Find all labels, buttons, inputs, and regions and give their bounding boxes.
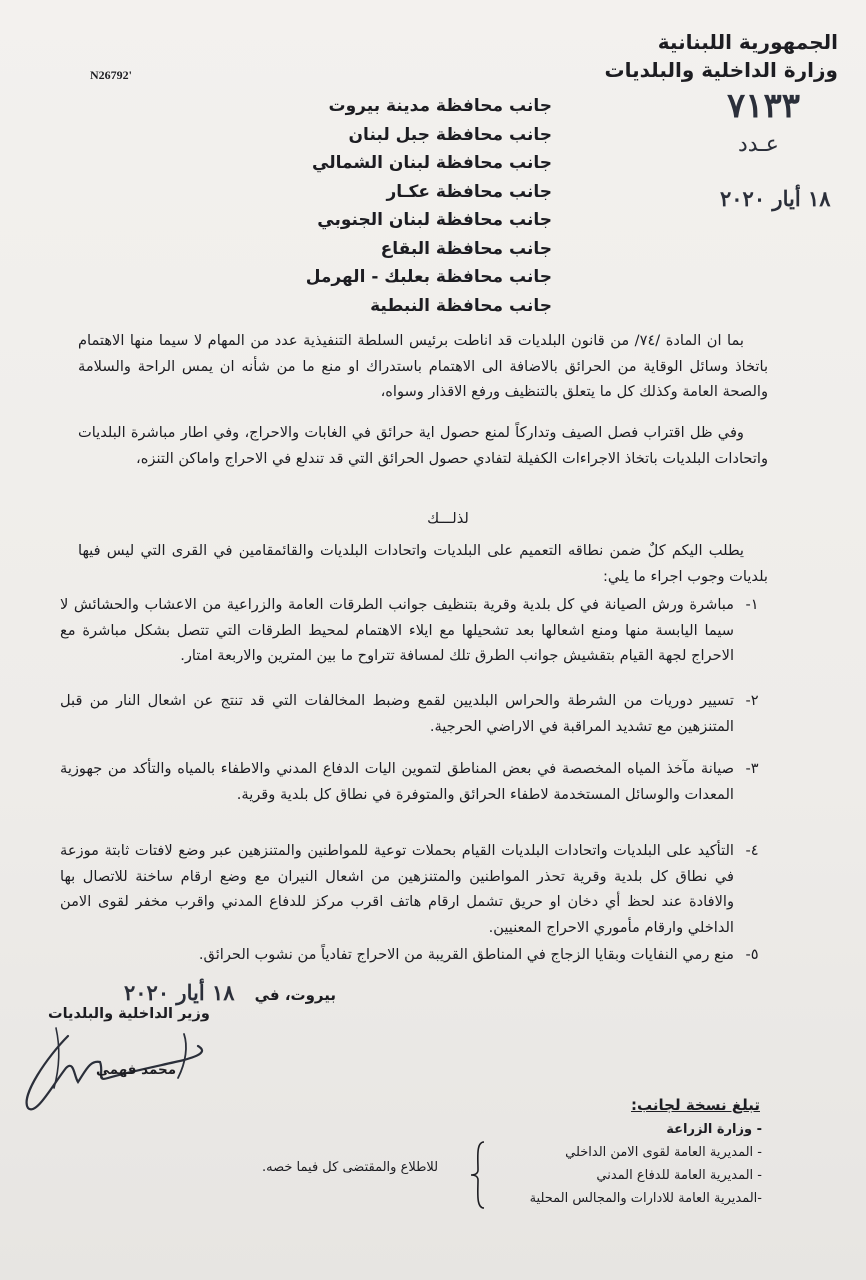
letterhead-country: الجمهورية اللبنانية [657, 30, 838, 54]
signature-date: ١٨ أيار ٢٠٢٠ [124, 980, 235, 1005]
item-number: ٥- [745, 946, 759, 963]
body-paragraph-2: وفي ظل اقتراب فصل الصيف وتداركاً لمنع حصول اية حرائق في الغابات والاحراج، وفي اطار مباشرة البلديات واتحادات البلديات باتخاذ الاجراءات الكفيلة لتفادي حصول الحرائق التي قد تندلع في الاحراج واماكن التنزه، [78, 424, 768, 467]
brace-icon [468, 1140, 490, 1210]
action-item-4 [60, 838, 768, 940]
action-item-5 [60, 942, 768, 968]
addressee-item: جانب محافظة النبطية [370, 295, 552, 316]
copies-title: تبلغ نسخة لجانب: [631, 1096, 760, 1114]
copy-recipient: -المديرية العامة للادارات والمجالس المحلية [529, 1191, 762, 1206]
letterhead-ministry: وزارة الداخلية والبلديات [604, 58, 838, 82]
closing-place: بيروت، في [254, 986, 336, 1004]
item-text: تسيير دوريات من الشرطة والحراس البلديين لقمع وضبط المخالفات التي قد تنتج عن اشعال النار من قبل المتنزهين مع تشديد المراقبة في الاراضي الحرجية. [60, 692, 734, 735]
handwritten-date: ١٨ أيار ٢٠٢٠ [720, 186, 831, 211]
item-text: منع رمي النفايات وبقايا الزجاج في المناطق القريبة من الاحراج تفادياً من نشوب الحرائق. [198, 946, 734, 963]
therefore-heading [0, 510, 866, 527]
copies-note: للاطلاع والمقتضى كل فيما خصه. [262, 1160, 439, 1175]
addressee-item: جانب محافظة لبنان الشمالي [312, 153, 552, 173]
action-item-3 [60, 756, 768, 807]
addressee-item: جانب محافظة جبل لبنان [348, 124, 552, 145]
request-paragraph: يطلب اليكم كلٌ ضمن نطاقه التعميم على البلديات واتحادات البلديات والقائمقامين في القرى التي ليس فيها بلديات وجوب اجراء ما يلي: [78, 542, 768, 585]
addressee-item: جانب محافظة مدينة بيروت [328, 96, 552, 116]
copy-recipient: - المديرية العامة لقوى الامن الداخلي [565, 1145, 762, 1160]
item-text: صيانة مآخذ المياه المخصصة في بعض المناطق لتموين اليات الدفاع المدني والاطفاء بالمياه والتأكد من جهوزية المعدات والوسائل المستخدمة لاطفاء الحرائق والمتوفرة في نطاق كل بلدية وقرية. [60, 760, 734, 803]
addressee-item: جانب محافظة عكـار [386, 181, 552, 202]
addressee-list [292, 92, 552, 320]
signatory-title: وزير الداخلية والبلديات [48, 1006, 210, 1022]
item-number: ٢- [745, 692, 759, 709]
addressee-item: جانب محافظة بعلبك - الهرمل [305, 267, 552, 287]
signatory-name: محمد فهمي [96, 1062, 177, 1078]
item-number: ٤- [745, 842, 759, 859]
copy-recipient: - المديرية العامة للدفاع المدني [596, 1168, 762, 1183]
item-text: التأكيد على البلديات واتحادات البلديات القيام بحملات توعية للمواطنين والمتنزهين عبر وضع لافتات ثابتة موزعة في نطاق كل بلدية وقرية تحذر المواطنين والمتنزهين من اشعال النيران مع وضع ارقام ساخنة للاتصال بها والافادة عند لحظ أي دخان او حريق تشمل ارقام هاتف اقرب مركز للدفاع المدني واقرب مخفر لقوى الامن الداخلي وارقام مأموري الاحراج المعنيين. [60, 842, 734, 936]
handwritten-number-label: عـدد [738, 132, 779, 157]
copy-recipient: - وزارة الزراعة [666, 1122, 762, 1137]
handwritten-number: ٧١٣٣ [727, 86, 801, 126]
addressee-item: جانب محافظة لبنان الجنوبي [317, 210, 552, 230]
therefore-text: لذلـــك [427, 510, 469, 527]
action-item-1 [60, 592, 768, 669]
body-paragraph-1: بما ان المادة /٧٤/ من قانون البلديات قد اناطت برئيس السلطة التنفيذية عدد من المهام لا سيما منها الاهتمام باتخاذ وسائل الوقاية من الحرائق بالاضافة الى الاهتمام باستدراك او منع ما من شأنه ان يمس الراحة والسلامة والصحة العامة وكذلك كل ما يتعلق بالتنظيف ورفع الاقذار وسواه، [78, 332, 768, 400]
item-number: ١- [745, 596, 759, 613]
item-number: ٣- [745, 760, 759, 777]
item-text: مباشرة ورش الصيانة في كل بلدية وقرية بتنظيف جوانب الطرقات العامة والزراعية من الاعشاب والحشائش لا سيما اليابسة منها ومنع اشعالها بعد تشحيلها مع ايلاء الاهتمام لمحيط الطرقات التي تتصل بشكل مباشرة مع الاحراج لجهة القيام بتقشيش جوانب الطرق تلك لمسافة تتراوح ما بين المترين والاربعة امتار. [60, 596, 734, 664]
reference-code: N26792' [90, 68, 132, 82]
copies-list [462, 1118, 762, 1210]
addressee-item: جانب محافظة البقاع [380, 238, 552, 259]
action-item-2 [60, 688, 768, 739]
